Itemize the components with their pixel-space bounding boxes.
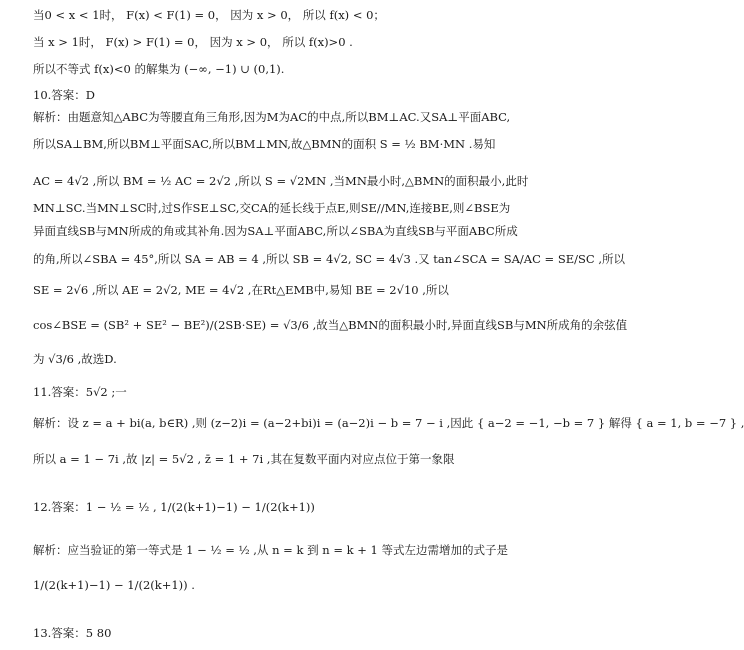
text-line-18: 解析：应当验证的第一等式是 1 − ½ = ½ ,从 n = k 到 n = k + 1 等式左边需增加的式子是 bbox=[33, 543, 508, 557]
text-line-16: 所以 a = 1 − 7i ,故 |z| = 5√2 , z̄ = 1 + 7i ,其在复数平面内对应点位于第一象限 bbox=[33, 452, 455, 466]
text-line-12: cos∠BSE = (SB² + SE² − BE²)/(2SB·SE) = √3/6 ,故当△BMN的面积最小时,异面直线SB与MN所成角的余弦值 bbox=[33, 318, 628, 332]
text-line-3: 所以不等式 f(x)<0 的解集为 (−∞, −1) ∪ (0,1). bbox=[33, 62, 285, 76]
answer-10: 10.答案：D bbox=[33, 88, 96, 102]
text-line-9: 异面直线SB与MN所成的角或其补角.因为SA⊥平面ABC,所以∠SBA为直线SB与平面ABC所成 bbox=[33, 224, 518, 238]
answer-13: 13.答案：5 80 bbox=[33, 626, 112, 640]
text-line-13: 为 √3/6 ,故选D. bbox=[33, 352, 117, 366]
answer-12: 12.答案：1 − ½ = ½ , 1/(2(k+1)−1) − 1/(2(k+1)) bbox=[33, 500, 315, 514]
text-line-5: 解析：由题意知△ABC为等腰直角三角形,因为M为AC的中点,所以BM⊥AC.又SA⊥平面ABC, bbox=[33, 110, 511, 124]
text-line-1: 当0 < x < 1时， F(x) < F(1) = 0， 因为 x > 0， 所以 f(x) < 0； bbox=[33, 8, 385, 22]
text-line-15: 解析：设 z = a + bi(a, b∈R) ,则 (z−2)i = (a−2+bi)i = (a−2)i − b = 7 − i ,因此 { a−2 = −1, −b = 7 } 解得 { a = 1, b = −7 } , bbox=[33, 416, 744, 430]
text-line-2: 当 x > 1时， F(x) > F(1) = 0， 因为 x > 0， 所以 f(x)>0 . bbox=[33, 35, 353, 49]
text-line-6: 所以SA⊥BM,所以BM⊥平面SAC,所以BM⊥MN,故△BMN的面积 S = ½ BM·MN .易知 bbox=[33, 137, 496, 151]
text-line-8: MN⊥SC.当MN⊥SC时,过S作SE⊥SC,交CA的延长线于点E,则SE//MN,连接BE,则∠BSE为 bbox=[33, 201, 511, 215]
answer-11: 11.答案：5√2 ;一 bbox=[33, 385, 127, 399]
text-line-11: SE = 2√6 ,所以 AE = 2√2, ME = 4√2 ,在Rt△EMB中,易知 BE = 2√10 ,所以 bbox=[33, 283, 449, 297]
text-line-7: AC = 4√2 ,所以 BM = ½ AC = 2√2 ,所以 S = √2MN ,当MN最小时,△BMN的面积最小,此时 bbox=[33, 174, 529, 188]
text-line-19: 1/(2(k+1)−1) − 1/(2(k+1)) . bbox=[33, 578, 195, 592]
text-line-10: 的角,所以∠SBA = 45°,所以 SA = AB = 4 ,所以 SB = 4√2, SC = 4√3 .又 tan∠SCA = SA/AC = SE/SC ,所以 bbox=[33, 252, 625, 266]
